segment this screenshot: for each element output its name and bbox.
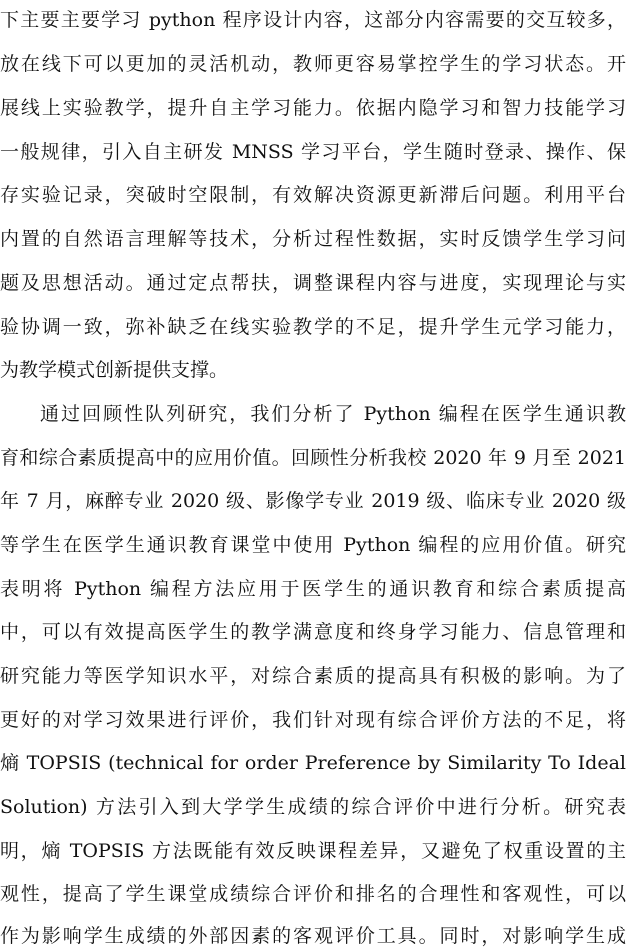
paragraph-2-line-8: 更好的对学习效果进行评价，我们针对现有综合评价方法的不足，将 [0,709,626,731]
paragraph-2-line-11: 明，熵 TOPSIS 方法既能有效反映课程差异，又避免了权重设置的主 [0,840,626,862]
paragraph-1-line-2: 放在线下可以更加的灵活机动，教师更容易掌控学生的学习状态。开 [0,53,626,75]
paragraph-2-line-12: 观性，提高了学生课堂成绩综合评价和排名的合理性和客观性，可以 [0,883,626,905]
paragraph-2-line-2: 育和综合素质提高中的应用价值。回顾性分析我校 2020 年 9 月至 2021 [0,447,626,469]
paragraph-2-line-3: 年 7 月，麻醉专业 2020 级、影像学专业 2019 级、临床专业 2020 级 [0,490,626,512]
paragraph-2-line-1: 通过回顾性队列研究，我们分析了 Python 编程在医学生通识教 [40,403,626,425]
paragraph-1-line-8: 验协调一致，弥补缺乏在线实验教学的不足，提升学生元学习能力， [0,316,626,338]
paragraph-2-line-6: 中，可以有效提高医学生的教学满意度和终身学习能力、信息管理和 [0,621,626,643]
paragraph-2-line-9: 熵 TOPSIS (technical for order Preference by Similarity To Ideal [0,752,626,774]
paragraph-2-line-5: 表明将 Python 编程方法应用于医学生的通识教育和综合素质提高 [0,578,626,600]
paragraph-1-line-6: 内置的自然语言理解等技术，分析过程性数据，实时反馈学生学习问 [0,228,626,250]
paragraph-1-line-5: 存实验记录，突破时空限制，有效解决资源更新滞后问题。利用平台 [0,184,626,206]
paragraph-1-line-9: 为教学模式创新提供支撑。 [0,359,229,381]
paragraph-2-line-10: Solution) 方法引入到大学学生成绩的综合评价中进行分析。研究表 [0,796,626,818]
paragraph-1-line-3: 展线上实验教学，提升自主学习能力。依据内隐学习和智力技能学习 [0,97,626,119]
paragraph-1-line-4: 一般规律，引入自主研发 MNSS 学习平台，学生随时登录、操作、保 [0,141,626,163]
paragraph-2-line-13: 作为影响学生成绩的外部因素的客观评价工具。同时，对影响学生成 [0,925,626,947]
paragraph-2-line-7: 研究能力等医学知识水平，对综合素质的提高具有积极的影响。为了 [0,665,626,687]
paragraph-1-line-1: 下主要主要学习 python 程序设计内容，这部分内容需要的交互较多， [0,9,626,31]
paragraph-1-line-7: 题及思想活动。通过定点帮扶，调整课程内容与进度，实现理论与实 [0,272,626,294]
paragraph-2-line-4: 等学生在医学生通识教育课堂中使用 Python 编程的应用价值。研究 [0,534,626,556]
